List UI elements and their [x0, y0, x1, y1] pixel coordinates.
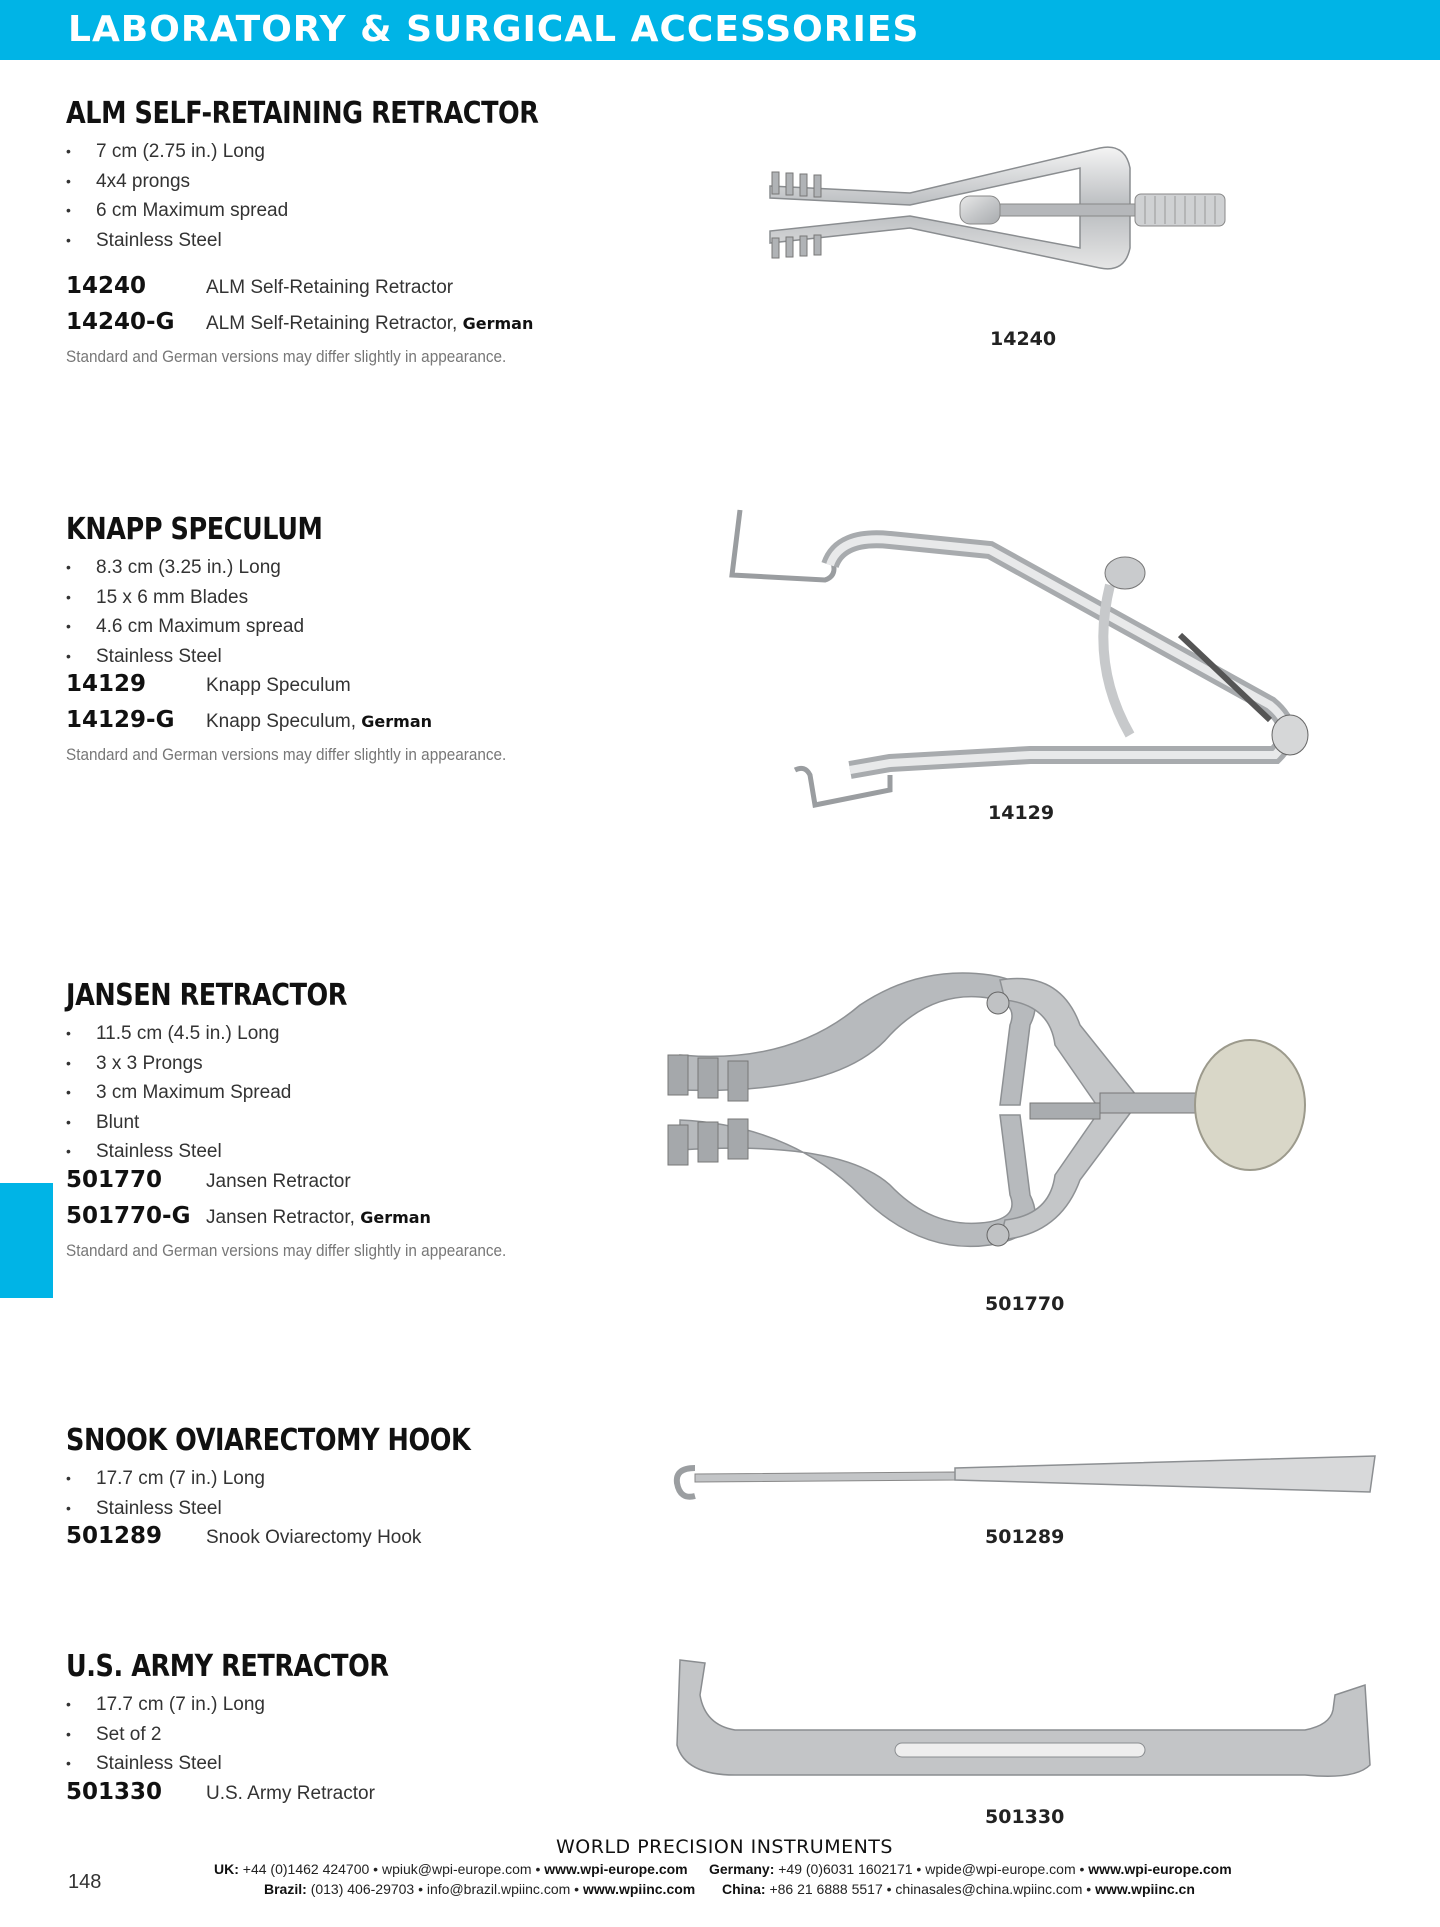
- catalog-description: Snook Oviarectomy Hook: [206, 1527, 422, 1548]
- spec-item: • Stainless Steel: [66, 1137, 706, 1167]
- catalog-row: [66, 707, 706, 743]
- knapp-speculum-image: [690, 505, 1330, 825]
- contact-uk: [214, 1861, 688, 1877]
- alm-retractor-image: [760, 138, 1280, 288]
- spec-item: • 4x4 prongs: [66, 167, 706, 197]
- catalog-row: [66, 309, 706, 345]
- version-note: Standard and German versions may differ slightly in appearance.: [66, 1240, 507, 1260]
- image-label: 14240: [990, 328, 1057, 350]
- spec-list: [66, 1464, 706, 1523]
- spec-item: • 3 x 3 Prongs: [66, 1049, 706, 1079]
- region-label: Germany:: [709, 1861, 775, 1877]
- catalog-number: 501289: [66, 1523, 163, 1549]
- snook-hook-image: [655, 1448, 1375, 1508]
- spec-item: • 17.7 cm (7 in.) Long: [66, 1464, 706, 1494]
- catalog-number: 14240: [66, 273, 147, 299]
- catalog-description: Jansen Retractor,: [206, 1206, 361, 1228]
- contact-text: +86 21 6888 5517 • chinasales@china.wpiinc.com •: [769, 1881, 1096, 1897]
- catalog-description: Jansen Retractor: [206, 1170, 351, 1192]
- version-note: Standard and German versions may differ slightly in appearance.: [66, 745, 507, 764]
- jansen-retractor-image: [660, 965, 1380, 1285]
- spec-item: • 3 cm Maximum Spread: [66, 1078, 706, 1108]
- catalog-number: 501770: [66, 1166, 163, 1193]
- catalog-row: [66, 671, 706, 707]
- catalog-description: Knapp Speculum,: [206, 711, 362, 732]
- spec-item: • 4.6 cm Maximum spread: [66, 612, 706, 642]
- spec-item: • Stainless Steel: [66, 642, 706, 672]
- website-link[interactable]: www.wpiinc.com: [582, 1881, 696, 1897]
- product-title: SNOOK OVIARECTOMY HOOK: [66, 1423, 471, 1458]
- catalog-number: 14240-G: [66, 309, 175, 335]
- catalog-description: ALM Self-Retaining Retractor: [206, 277, 454, 298]
- spec-item: • Blunt: [66, 1108, 706, 1138]
- product-snook-hook: [66, 1423, 706, 1559]
- image-label: 501289: [985, 1526, 1065, 1548]
- region-label: Brazil:: [264, 1881, 307, 1897]
- product-title: U.S. ARMY RETRACTOR: [66, 1649, 389, 1684]
- product-title: JANSEN RETRACTOR: [66, 978, 348, 1013]
- contact-text: +49 (0)6031 1602171 • wpide@wpi-europe.com •: [778, 1861, 1089, 1877]
- spec-item: • 17.7 cm (7 in.) Long: [66, 1690, 706, 1720]
- image-label: 501770: [985, 1293, 1065, 1315]
- spec-item: • Stainless Steel: [66, 1494, 706, 1524]
- catalog-description: Knapp Speculum: [206, 675, 351, 696]
- contact-text: (013) 406-29703 • info@brazil.wpiinc.com •: [310, 1881, 583, 1897]
- catalog-description: ALM Self-Retaining Retractor,: [206, 313, 463, 334]
- catalog-description: U.S. Army Retractor: [206, 1782, 375, 1804]
- header-title: LABORATORY & SURGICAL ACCESSORIES: [68, 9, 920, 50]
- version-german: German: [360, 1207, 431, 1227]
- spec-item: • 7 cm (2.75 in.) Long: [66, 137, 706, 167]
- product-title: KNAPP SPECULUM: [66, 512, 323, 547]
- spec-item: • 15 x 6 mm Blades: [66, 583, 706, 613]
- spec-list: [66, 137, 706, 255]
- spec-item: • Stainless Steel: [66, 1749, 706, 1779]
- spec-item: • 8.3 cm (3.25 in.) Long: [66, 553, 706, 583]
- website-link[interactable]: www.wpi-europe.com: [544, 1861, 688, 1877]
- product-title: ALM SELF-RETAINING RETRACTOR: [66, 96, 539, 131]
- spec-item: • Stainless Steel: [66, 226, 706, 256]
- website-link[interactable]: www.wpiinc.cn: [1095, 1881, 1195, 1897]
- section-tab: [0, 1183, 53, 1298]
- region-label: China:: [722, 1881, 766, 1897]
- spec-item: • 6 cm Maximum spread: [66, 196, 706, 226]
- catalog-row: [66, 1523, 706, 1559]
- catalog-number: 14129-G: [66, 707, 175, 733]
- contact-text: +44 (0)1462 424700 • wpiuk@wpi-europe.com •: [242, 1861, 545, 1877]
- spec-item: • Set of 2: [66, 1720, 706, 1750]
- version-german: German: [361, 712, 432, 731]
- page-number: 148: [68, 1871, 102, 1893]
- army-retractor-image: [665, 1655, 1375, 1785]
- catalog-row: [66, 1167, 706, 1203]
- spec-list: [66, 553, 706, 671]
- region-label: UK:: [214, 1861, 239, 1877]
- page-header: [0, 0, 1440, 60]
- catalog-row: [66, 273, 706, 309]
- spec-list: [66, 1019, 706, 1167]
- catalog-row: [66, 1779, 706, 1815]
- catalog-row: [66, 1203, 706, 1239]
- version-german: German: [462, 314, 534, 333]
- spec-item: • 11.5 cm (4.5 in.) Long: [66, 1019, 706, 1049]
- catalog-number: 501770-G: [66, 1202, 191, 1229]
- product-alm-retractor: [66, 96, 706, 367]
- contact-germany: [709, 1861, 1232, 1877]
- product-jansen-retractor: [66, 978, 706, 1261]
- image-label: 501330: [985, 1806, 1065, 1828]
- contact-china: [722, 1881, 1195, 1897]
- product-knapp-speculum: [66, 512, 706, 765]
- company-name: WORLD PRECISION INSTRUMENTS: [556, 1836, 893, 1858]
- catalog-number: 501330: [66, 1778, 163, 1805]
- version-note: Standard and German versions may differ slightly in appearance.: [66, 347, 507, 366]
- product-army-retractor: [66, 1649, 706, 1815]
- catalog-number: 14129: [66, 671, 147, 697]
- image-label: 14129: [988, 802, 1055, 824]
- contact-brazil: [264, 1881, 695, 1897]
- website-link[interactable]: www.wpi-europe.com: [1088, 1861, 1232, 1877]
- spec-list: [66, 1690, 706, 1779]
